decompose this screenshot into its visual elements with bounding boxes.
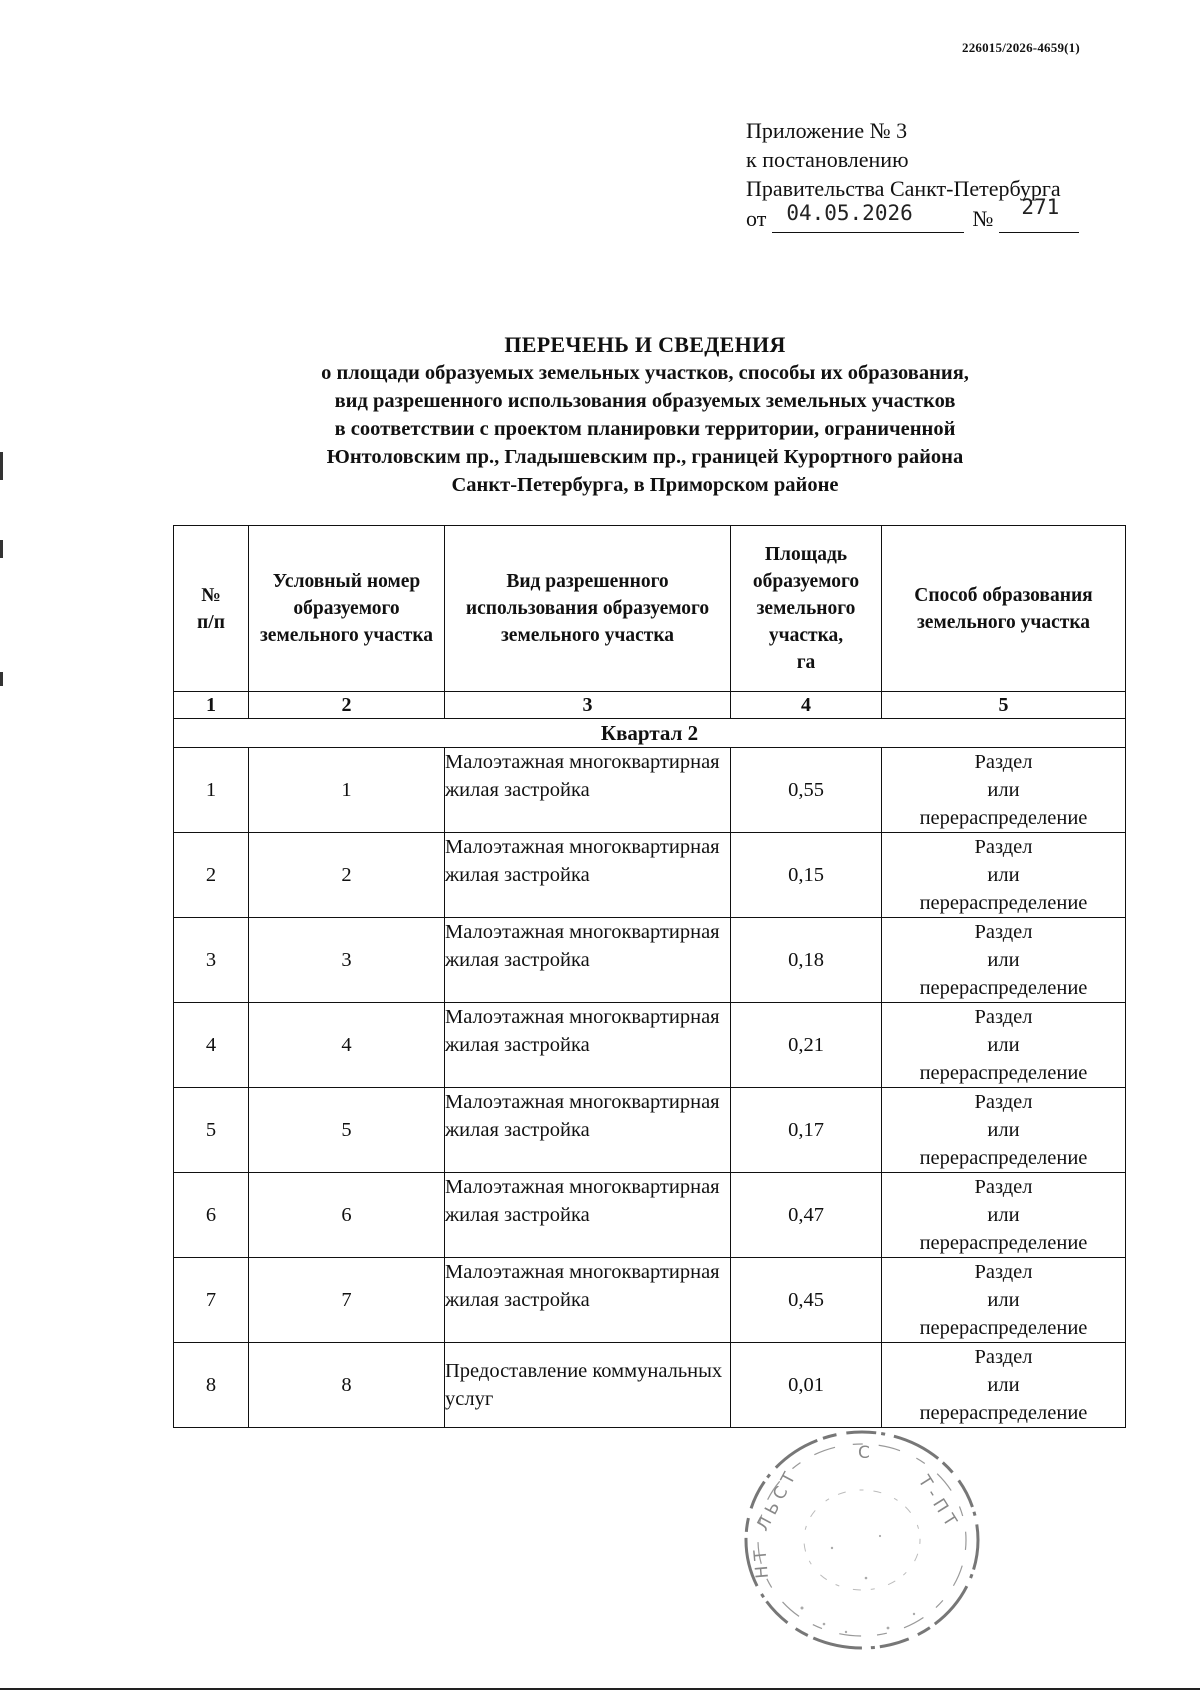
cell-parcel-number: 5 — [249, 1088, 445, 1173]
cell-index: 1 — [174, 748, 249, 833]
cell-index: 3 — [174, 918, 249, 1003]
column-number: 4 — [731, 692, 882, 719]
cell-index: 6 — [174, 1173, 249, 1258]
cell-index: 2 — [174, 833, 249, 918]
svg-text:Н Т: Н Т — [750, 1549, 773, 1580]
title-line-3: в соответствии с проектом планировки территории, ограниченной — [334, 418, 956, 440]
cell-area: 0,17 — [731, 1088, 882, 1173]
scan-margin-mark — [0, 452, 3, 480]
cell-formation-method: Раздел или перераспределение — [882, 1343, 1126, 1428]
header-area: Площадь образуемого земельного участка, га — [731, 526, 882, 692]
resolution-number: 271 — [1021, 195, 1060, 219]
cell-permitted-use: Малоэтажная многоквартирная жилая застройка — [445, 918, 731, 1003]
cell-index: 8 — [174, 1343, 249, 1428]
cell-parcel-number: 3 — [249, 918, 445, 1003]
cell-index: 7 — [174, 1258, 249, 1343]
table-row — [174, 1258, 1126, 1343]
table-row — [174, 1003, 1126, 1088]
title-line-5: Санкт-Петербурга, в Приморском районе — [451, 474, 839, 496]
column-number: 5 — [882, 692, 1126, 719]
cell-area: 0,18 — [731, 918, 882, 1003]
cell-permitted-use: Малоэтажная многоквартирная жилая застройка — [445, 1173, 731, 1258]
cell-area: 0,47 — [731, 1173, 882, 1258]
cell-permitted-use: Малоэтажная многоквартирная жилая застройка — [445, 1003, 731, 1088]
parcels-table — [173, 525, 1126, 1428]
header-parcel-number: Условный номер образуемого земельного участка — [249, 526, 445, 692]
cell-formation-method: Раздел или перераспределение — [882, 1088, 1126, 1173]
cell-area: 0,15 — [731, 833, 882, 918]
svg-text:Л Ь С Т: Л Ь С Т — [752, 1469, 800, 1535]
cell-formation-method: Раздел или перераспределение — [882, 918, 1126, 1003]
table-row — [174, 1343, 1126, 1428]
document-id: 226015/2026-4659(1) — [962, 40, 1080, 55]
cell-area: 0,45 — [731, 1258, 882, 1343]
number-label: № — [972, 206, 994, 231]
cell-permitted-use: Малоэтажная многоквартирная жилая застройка — [445, 1088, 731, 1173]
cell-permitted-use: Малоэтажная многоквартирная жилая застройка — [445, 1258, 731, 1343]
table-row — [174, 1173, 1126, 1258]
cell-permitted-use: Малоэтажная многоквартирная жилая застройка — [445, 748, 731, 833]
cell-formation-method: Раздел или перераспределение — [882, 833, 1126, 918]
section-title: Квартал 2 — [174, 719, 1126, 748]
title-line-2: вид разрешенного использования образуемых земельных участков — [334, 390, 956, 412]
table-row — [174, 748, 1126, 833]
document-title — [160, 331, 1130, 499]
cell-formation-method: Раздел или перераспределение — [882, 1173, 1126, 1258]
date-number-line — [746, 195, 1146, 233]
cell-parcel-number: 2 — [249, 833, 445, 918]
cell-index: 4 — [174, 1003, 249, 1088]
cell-parcel-number: 4 — [249, 1003, 445, 1088]
header-formation-method: Способ образования земельного участка — [882, 526, 1126, 692]
cell-permitted-use: Предоставление коммунальных услуг — [445, 1343, 731, 1428]
cell-area: 0,21 — [731, 1003, 882, 1088]
scan-bottom-edge — [0, 1688, 1200, 1690]
appendix-block — [746, 116, 1146, 233]
cell-area: 0,01 — [731, 1343, 882, 1428]
cell-area: 0,55 — [731, 748, 882, 833]
column-number: 1 — [174, 692, 249, 719]
cell-parcel-number: 8 — [249, 1343, 445, 1428]
title-line-4: Юнтоловским пр., Гладышевским пр., границей Курортного района — [326, 446, 964, 468]
svg-text:Т - П Т: Т - П Т — [913, 1472, 961, 1531]
title-main: ПЕРЕЧЕНЬ И СВЕДЕНИЯ — [504, 332, 786, 357]
number-field — [999, 195, 1079, 233]
resolution-date: 04.05.2026 — [786, 201, 913, 225]
cell-formation-method: Раздел или перераспределение — [882, 748, 1126, 833]
column-number: 3 — [445, 692, 731, 719]
date-field — [772, 201, 964, 233]
cell-parcel-number: 7 — [249, 1258, 445, 1343]
appendix-line-2: к постановлению — [746, 147, 909, 172]
table-header-row — [174, 526, 1126, 692]
column-number: 2 — [249, 692, 445, 719]
table-row — [174, 1088, 1126, 1173]
cell-permitted-use: Малоэтажная многоквартирная жилая застройка — [445, 833, 731, 918]
header-permitted-use: Вид разрешенного использования образуемого земельного участка — [445, 526, 731, 692]
from-label: от — [746, 206, 767, 231]
cell-formation-method: Раздел или перераспределение — [882, 1003, 1126, 1088]
scan-margin-mark — [0, 540, 3, 558]
cell-parcel-number: 1 — [249, 748, 445, 833]
title-line-1: о площади образуемых земельных участков, способы их образования, — [321, 362, 969, 384]
cell-formation-method: Раздел или перераспределение — [882, 1258, 1126, 1343]
scan-margin-mark — [0, 672, 3, 686]
table-row — [174, 918, 1126, 1003]
column-number-row — [174, 692, 1126, 719]
table-row — [174, 833, 1126, 918]
cell-index: 5 — [174, 1088, 249, 1173]
header-index: № п/п — [174, 526, 249, 692]
cell-parcel-number: 6 — [249, 1173, 445, 1258]
official-seal-stamp — [742, 1428, 982, 1658]
appendix-line-1: Приложение № 3 — [746, 118, 908, 143]
svg-text:С: С — [858, 1443, 870, 1463]
appendix-line-3: Правительства Санкт-Петербурга — [746, 176, 1061, 201]
section-row — [174, 719, 1126, 748]
